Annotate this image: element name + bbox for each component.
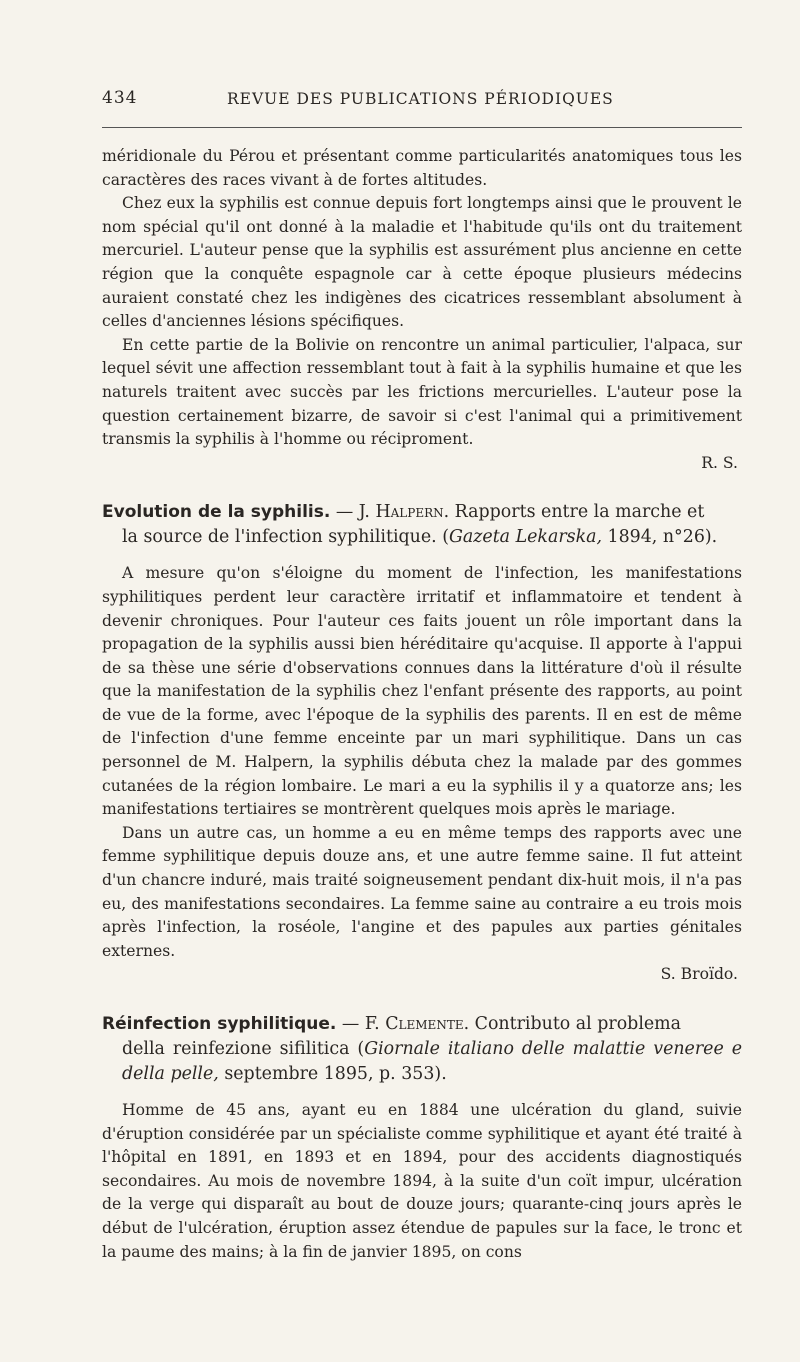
article-heading: Réinfection syphilitique. — F. Clemente. Contributo al problema della reinfezione sifilitica (Giornale italiano delle malattie veneree e della pelle, septembre 1895, p. 353). <box>102 1014 742 1084</box>
signature: S. Broïdo. <box>660 965 738 984</box>
article-title: Evolution de la syphilis. <box>102 502 331 523</box>
paragraph: Chez eux la syphilis est connue depuis fort longtemps ainsi que le prouvent le nom spécial qu'il ont donné à la maladie et l'habitude qu'ils ont du traitement mercuriel. L'auteur pense que la syphilis est assurément plus ancienne en cette région que la conquête espagnole car à cette époque plusieurs médecins auraient constaté chez les indigènes des cicatrices ressemblant absolument à celles d'anciennes lésions spécifiques. <box>102 194 742 331</box>
journal-name: Gazeta Lekarska, <box>448 527 603 548</box>
article-title: Réinfection syphilitique. <box>102 1014 337 1034</box>
article-author: Clemente <box>385 1014 464 1034</box>
paragraph: A mesure qu'on s'éloigne du moment de l'infection, les manifestations syphilitiques perdent leur caractère irritatif et inflammatoire et tendent à devenir chroniques. Pour l'auteur ces faits jouent un rôle important dans la propagation de la syphilis aussi bien héréditaire qu'acquise. Il apporte à l'appui de sa thèse une série d'observations connues dans la littérature d'où il résulte que la manifestation de la syphilis chez l'enfant présente des rapports, au point de vue de la forme, avec l'époque de la syphilis des parents. Il en est de même de l'infection d'une femme enceinte par un mari syphilitique. Dans un cas personnel de M. Halpern, la syphilis débuta chez la malade par des gommes cutanées de la région lombaire. Le mari a eu la syphilis il y a quatorze ans; les manifestations tertiaires se montrèrent quelques mois après le mariage. <box>102 564 742 819</box>
paragraph: méridionale du Pérou et présentant comme particularités anatomiques tous les caractères des races vivant à de fortes altitudes. <box>102 147 742 189</box>
running-title: REVUE DES PUBLICATIONS PÉRIODIQUES <box>227 90 614 108</box>
paragraph: Dans un autre cas, un homme a eu en même temps des rapports avec une femme syphilitique depuis douze ans, et une autre femme saine. Il fut atteint d'un chancre induré, mais traité soigneusement pendant dix-huit mois, il n'a pas eu, des manifestations secondaires. La femme saine au contraire a eu trois mois après l'infection, la roséole, l'angine et des papules aux parties génitales externes. <box>102 823 742 960</box>
article-author: Halpern <box>375 502 444 523</box>
journal-name: Giornale italiano delle malattie veneree e della pelle, <box>122 1039 742 1084</box>
signature: R. S. <box>701 453 738 472</box>
paragraph: En cette partie de la Bolivie on rencontre un animal particulier, l'alpaca, sur lequel sévit une affection ressemblant tout à fait à la syphilis humaine et que les naturels traitent avec succès par les frictions mercurielles. L'auteur pose la question certainement bizarre, de savoir si c'est l'animal qui a primitivement transmis la syphilis à l'homme ou réciproment. <box>102 335 742 449</box>
body-text <box>102 145 742 1264</box>
article-heading: Evolution de la syphilis. — J. Halpern. Rapports entre la marche et la source de l'infection syphilitique. (Gazeta Lekarska, 1894, n°26). <box>102 502 718 548</box>
running-header <box>102 88 742 116</box>
header-rule <box>102 127 742 128</box>
paragraph: Homme de 45 ans, ayant eu en 1884 une ulcération du gland, suivie d'éruption considérée par un spécialiste comme syphilitique et ayant été traité à l'hôpital en 1891, en 1893 et en 1894, pour des accidents diagnostiqués secondaires. Au mois de novembre 1894, à la suite d'un coït impur, ulcération de la verge qui disparaît au bout de douze jours; quarante-cinq jours après le début de l'ulcération, éruption assez étendue de papules sur la face, le tronc et la paume des mains; à la fin de janvier 1895, on cons <box>102 1101 742 1261</box>
page <box>102 88 742 1261</box>
page-number: 434 <box>102 88 138 108</box>
